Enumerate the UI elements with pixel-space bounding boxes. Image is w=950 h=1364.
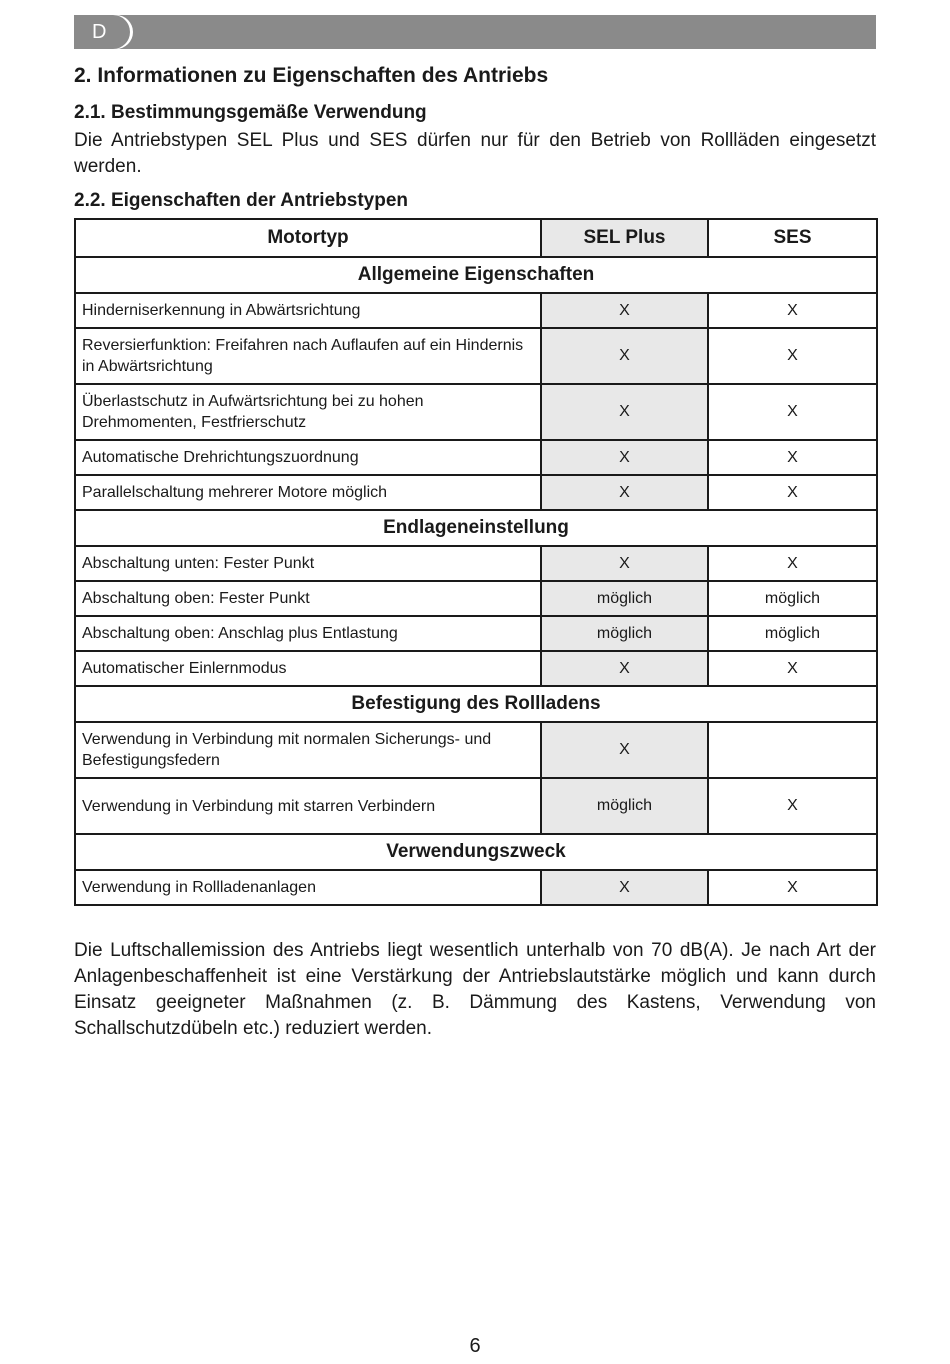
- table-group-title: Allgemeine Eigenschaften: [75, 257, 877, 293]
- ses-cell: [708, 722, 877, 778]
- sel-plus-cell: X: [541, 384, 708, 440]
- table-header-row: [75, 219, 877, 257]
- language-tab: D: [74, 15, 130, 49]
- section-title: 2. Informationen zu Eigenschaften des Antriebs: [74, 64, 549, 87]
- sel-plus-cell: möglich: [541, 581, 708, 616]
- table-row: [75, 328, 877, 384]
- table-group-title: Verwendungszweck: [75, 834, 877, 870]
- feature-cell: Verwendung in Verbindung mit normalen Sicherungs- und Befestigungsfedern: [75, 722, 541, 778]
- table-group-title: Endlageneinstellung: [75, 510, 877, 546]
- feature-cell: Parallelschaltung mehrerer Motore möglich: [75, 475, 541, 510]
- table-row: [75, 440, 877, 475]
- ses-cell: X: [708, 440, 877, 475]
- table-row: [75, 581, 877, 616]
- noise-paragraph: Die Luftschallemission des Antriebs liegt wesentlich unterhalb von 70 dB(A). Je nach Art der Anlagenbeschaffenheit ist eine Verstärkung der Antriebslautstärke möglich und kann durch Einsatz geeigneter Maßnahmen (z. B. Dämmung des Kastens, Verwendung von Schallschutzdübeln etc.) reduziert werden.: [74, 940, 876, 1039]
- ses-cell: X: [708, 870, 877, 905]
- subsection-title-usage: 2.1. Bestimmungsgemäße Verwendung: [74, 102, 427, 123]
- ses-cell: X: [708, 328, 877, 384]
- usage-paragraph: Die Antriebstypen SEL Plus und SES dürfen nur für den Betrieb von Rollläden eingesetzt werden.: [74, 130, 876, 177]
- table-row: [75, 293, 877, 328]
- ses-cell: X: [708, 384, 877, 440]
- sel-plus-cell: X: [541, 870, 708, 905]
- sel-plus-cell: möglich: [541, 778, 708, 834]
- table-row: [75, 870, 877, 905]
- sel-plus-cell: X: [541, 475, 708, 510]
- feature-cell: Abschaltung oben: Fester Punkt: [75, 581, 541, 616]
- feature-cell: Reversierfunktion: Freifahren nach Auflaufen auf ein Hindernis in Abwärtsrichtung: [75, 328, 541, 384]
- subsection-title-properties: 2.2. Eigenschaften der Antriebstypen: [74, 190, 408, 211]
- header-ses: SES: [708, 219, 877, 257]
- properties-table: [74, 218, 878, 906]
- ses-cell: X: [708, 475, 877, 510]
- table-group-row: [75, 510, 877, 546]
- table-group-row: [75, 257, 877, 293]
- language-header-bar: [74, 15, 876, 49]
- header-motortyp: Motortyp: [75, 219, 541, 257]
- sel-plus-cell: X: [541, 722, 708, 778]
- sel-plus-cell: X: [541, 293, 708, 328]
- table-body: [75, 257, 877, 905]
- feature-cell: Automatischer Einlernmodus: [75, 651, 541, 686]
- table-row: [75, 475, 877, 510]
- sel-plus-cell: X: [541, 546, 708, 581]
- table-row: [75, 546, 877, 581]
- table-row: [75, 384, 877, 440]
- table-group-title: Befestigung des Rollladens: [75, 686, 877, 722]
- table-row: [75, 778, 877, 834]
- ses-cell: möglich: [708, 616, 877, 651]
- page-number: 6: [469, 1335, 481, 1357]
- sel-plus-cell: möglich: [541, 616, 708, 651]
- ses-cell: X: [708, 651, 877, 686]
- feature-cell: Automatische Drehrichtungszuordnung: [75, 440, 541, 475]
- table-group-row: [75, 686, 877, 722]
- table-group-row: [75, 834, 877, 870]
- header-sel-plus: SEL Plus: [541, 219, 708, 257]
- ses-cell: X: [708, 546, 877, 581]
- feature-cell: Überlastschutz in Aufwärtsrichtung bei zu hohen Drehmomenten, Festfrierschutz: [75, 384, 541, 440]
- feature-cell: Abschaltung unten: Fester Punkt: [75, 546, 541, 581]
- feature-cell: Abschaltung oben: Anschlag plus Entlastung: [75, 616, 541, 651]
- table-row: [75, 616, 877, 651]
- sel-plus-cell: X: [541, 440, 708, 475]
- sel-plus-cell: X: [541, 328, 708, 384]
- ses-cell: möglich: [708, 581, 877, 616]
- sel-plus-cell: X: [541, 651, 708, 686]
- ses-cell: X: [708, 293, 877, 328]
- ses-cell: X: [708, 778, 877, 834]
- table-row: [75, 651, 877, 686]
- feature-cell: Verwendung in Rollladenanlagen: [75, 870, 541, 905]
- feature-cell: Verwendung in Verbindung mit starren Verbindern: [75, 778, 541, 834]
- table-row: [75, 722, 877, 778]
- feature-cell: Hinderniserkennung in Abwärtsrichtung: [75, 293, 541, 328]
